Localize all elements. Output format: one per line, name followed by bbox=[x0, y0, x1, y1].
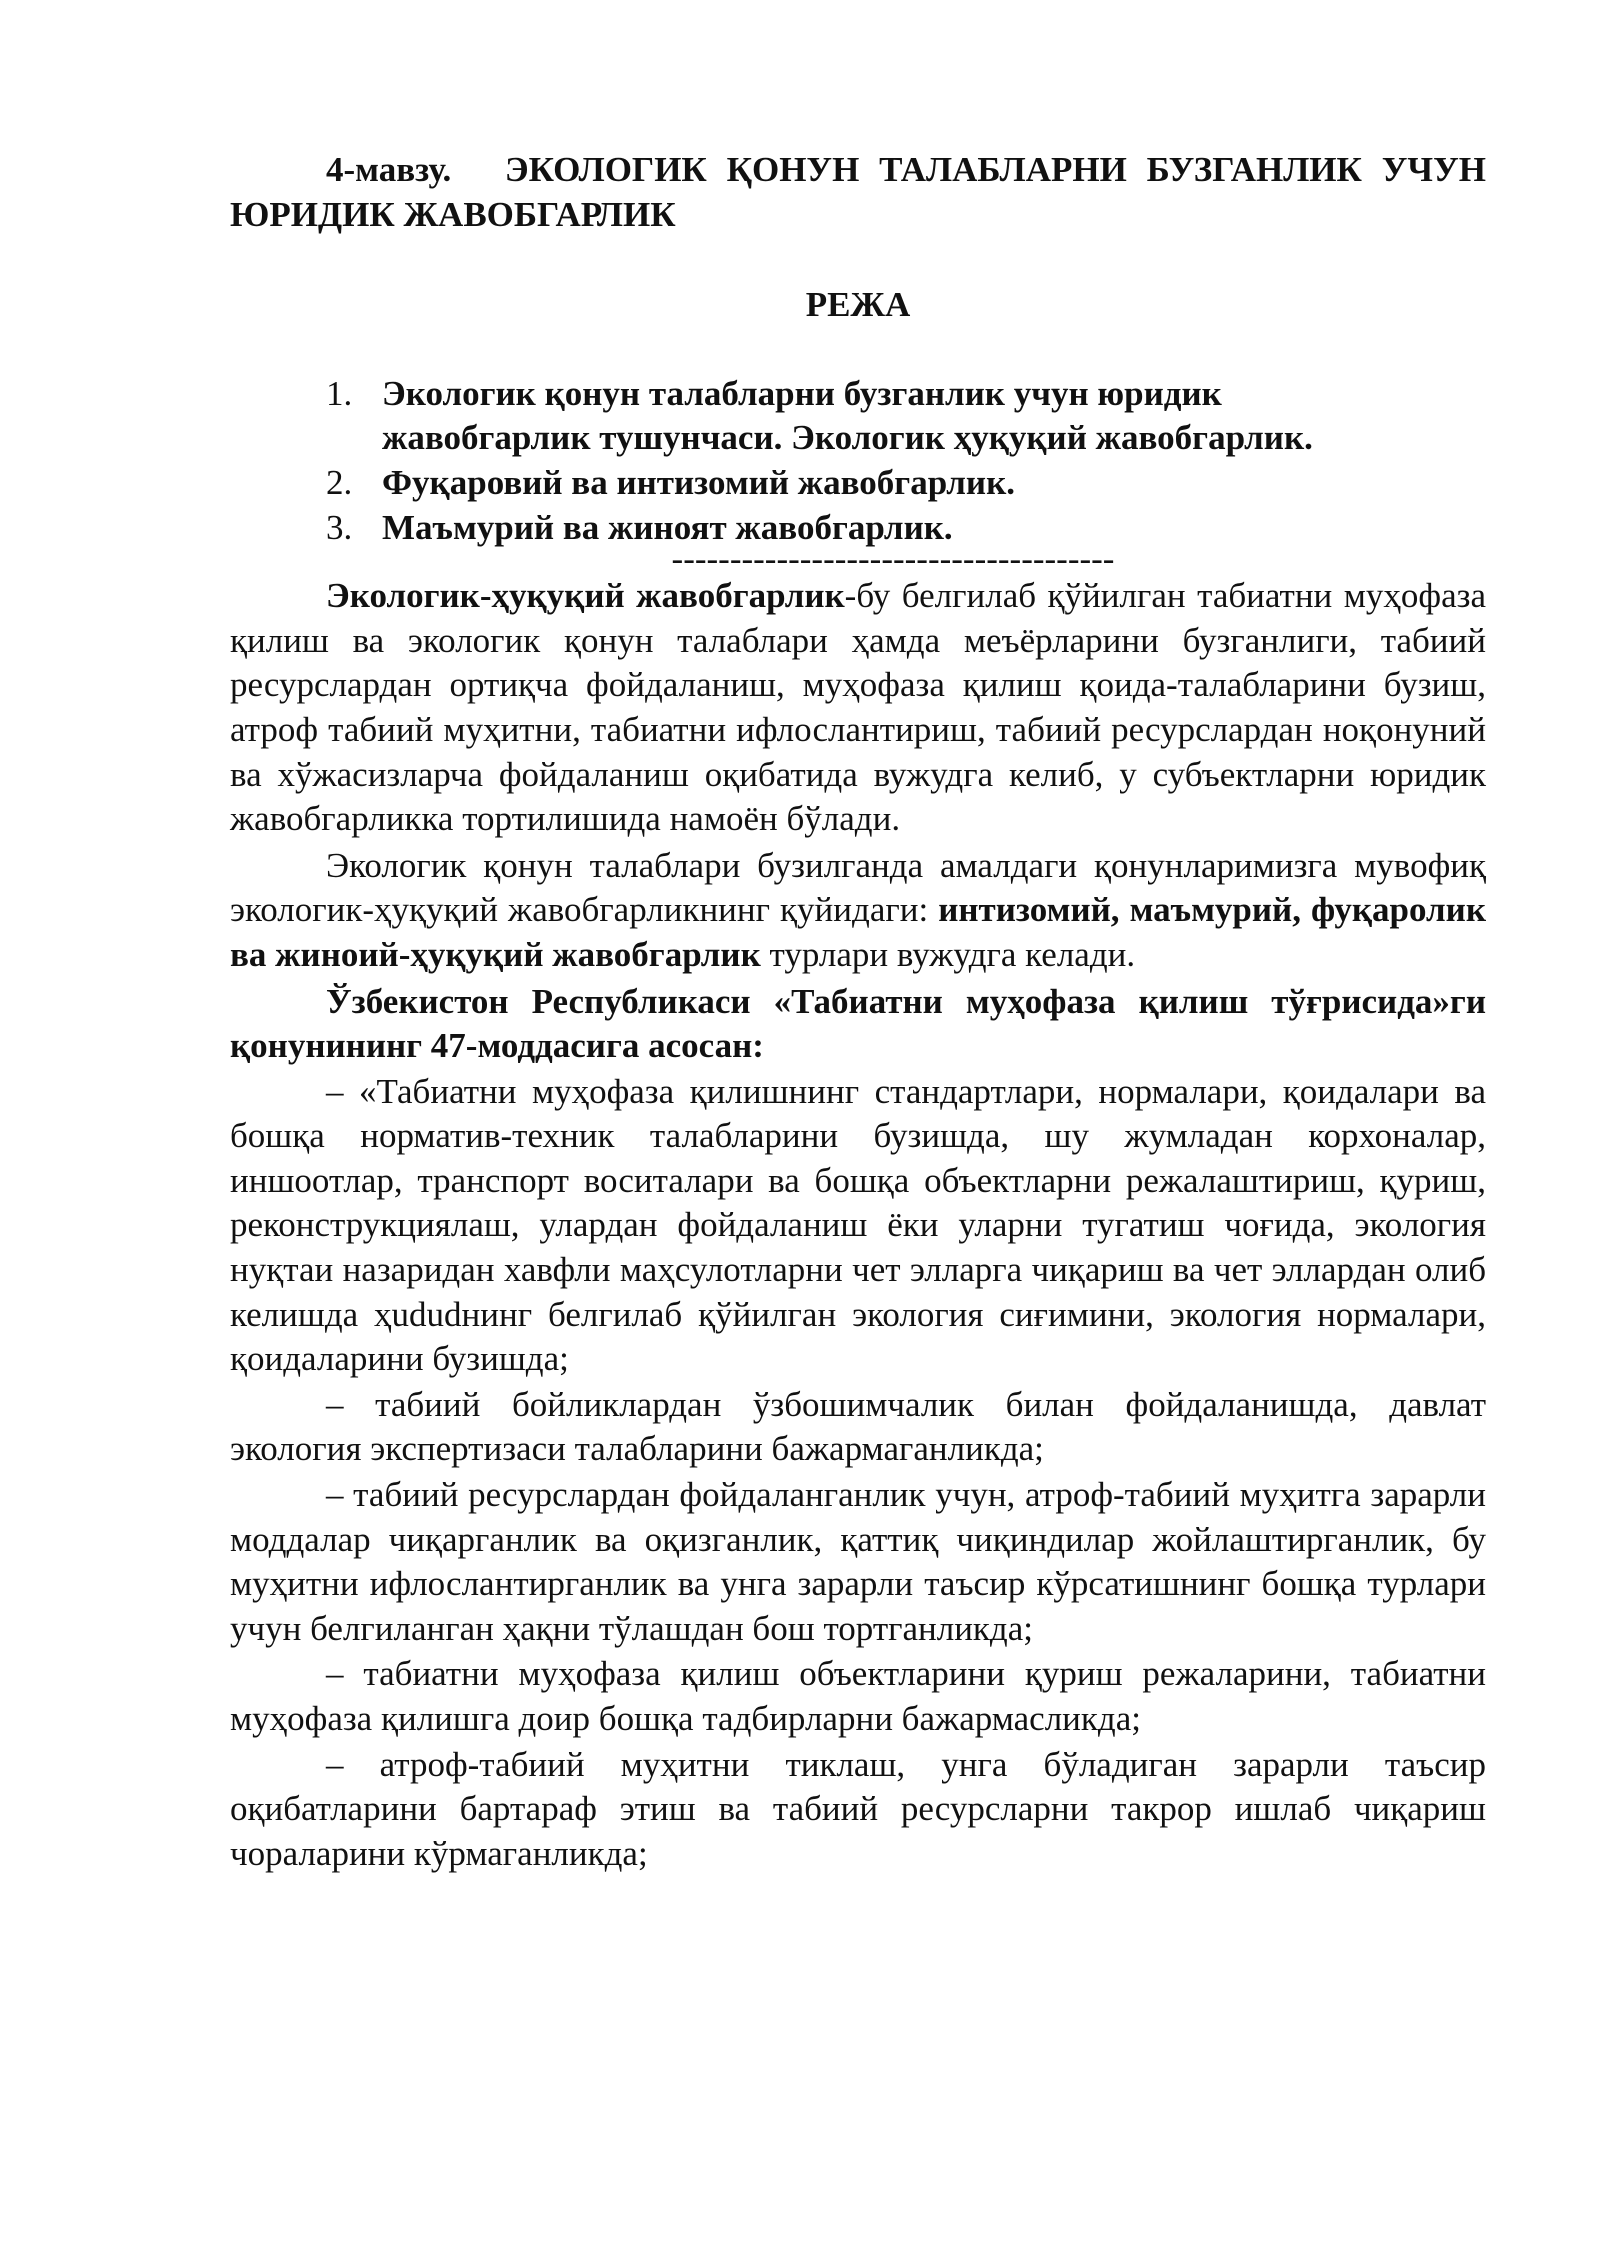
document-page bbox=[230, 148, 1486, 1876]
types-list: интизомий, маъмурий, фуқаролик ва жиноий-ҳуқуқий жавобгарлик bbox=[230, 890, 1486, 974]
plan-item-text: Маъмурий ва жиноят жавобгарлик. bbox=[382, 507, 953, 547]
definition-text: -бу белгилаб қўйилган табиатни муҳофаза қилиш ва экологик қонун талаблари ҳамда меъёрларини бузганлиги, табиий ресурслардан ортиқча фойдаланиш, муҳофаза қилиш қоида-талабларини бузиш, атроф табиий муҳитни, табиатни ифлослантириш, табиий ресурслардан ноқонуний ва хўжасизларча фойдаланиш оқибатида вужудга келиб, у субъектларни юридик жавобгарликка тортилишида намоён бўлади. bbox=[230, 576, 1486, 839]
title-text: ЭКОЛОГИК ҚОНУН ТАЛАБЛАРНИ БУЗГАНЛИК УЧУН ЮРИДИК ЖАВОБГАРЛИК bbox=[230, 150, 1487, 234]
definition-paragraph bbox=[230, 574, 1486, 842]
types-end: турлари вужудга келади. bbox=[760, 934, 1136, 974]
title-prefix: 4-мавзу. bbox=[326, 150, 452, 189]
law-reference-text: Ўзбекистон Республикаси «Табиатни муҳофаза қилиш тўғрисида»ги қонунининг 47-моддасига асосан: bbox=[230, 981, 1486, 1066]
types-intro: Экологик қонун талаблари бузилганда амалдаги қонунларимизга мувофиқ экологик-ҳуқуқий жавобгарликнинг қуйидаги: bbox=[230, 845, 1486, 930]
plan-item-number: 1. bbox=[326, 373, 353, 413]
violation-item: – «Табиатни муҳофаза қилишнинг стандартлари, нормалари, қоидалари ва бошқа норматив-техник талабларини бузишда, шу жумладан корхоналар, иншоотлар, транспорт воситалари ва бошқа объектларни режалаштириш, қуриш, реконструкциялаш, улардан фойдаланиш ёки уларни тугатиш чоғида, экология нуқтаи назаридан хавфли маҳсулотларни чет элларга чиқариш ва чет эллардан олиб келишда ҳududнинг белгилаб қўйилган экология сиғимини, экология нормалари, қоидаларини бузишда; bbox=[230, 1071, 1486, 1379]
plan-item bbox=[230, 372, 1486, 461]
plan-item-number: 3. bbox=[326, 507, 353, 547]
plan-list bbox=[230, 372, 1486, 550]
law-reference bbox=[230, 980, 1486, 1069]
plan-item-text: Фуқаровий ва интизомий жавобгарлик. bbox=[382, 462, 1016, 502]
plan-item-number: 2. bbox=[326, 462, 353, 502]
violation-item: – атроф-табиий муҳитни тиклаш, унга бўладиган зарарли таъсир оқибатларини бартараф этиш ва табиий ресурсларни такрор ишлаб чиқариш чораларини кўрмаганликда; bbox=[230, 1744, 1486, 1873]
document-title bbox=[230, 148, 1486, 237]
plan-heading: РЕЖА bbox=[805, 285, 911, 325]
violation-item: – табиий бойликлардан ўзбошимчалик билан фойдаланишда, давлат экология экспертизаси талабларини бажармаганликда; bbox=[230, 1384, 1486, 1469]
types-paragraph bbox=[230, 844, 1486, 978]
section-divider: -------------------------------------- bbox=[671, 539, 1115, 579]
violation-item: – табиий ресурслардан фойдаланганлик учун, атроф-табиий муҳитга зарарли моддалар чиқарганлик ва оқизганлик, қаттиқ чиқиндилар жойлаштирганлик, бу муҳитни ифлослантирганлик ва унга зарарли таъсир кўрсатишнинг бошқа турлари учун белгиланган ҳақни тўлашдан бош тортганликда; bbox=[230, 1475, 1486, 1648]
definition-term: Экологик-ҳуқуқий жавобгарлик bbox=[326, 576, 845, 616]
plan-item bbox=[230, 461, 1486, 506]
violation-item: – табиатни муҳофаза қилиш объектларини қуриш режаларини, табиатни муҳофаза қилишга доир бошқа тадбирларни бажармасликда; bbox=[230, 1654, 1486, 1738]
plan-item-text: Экологик қонун талабларни бузганлик учун юридик жавобгарлик тушунчаси. Экологик ҳуқуқий жавобгарлик. bbox=[382, 373, 1313, 458]
